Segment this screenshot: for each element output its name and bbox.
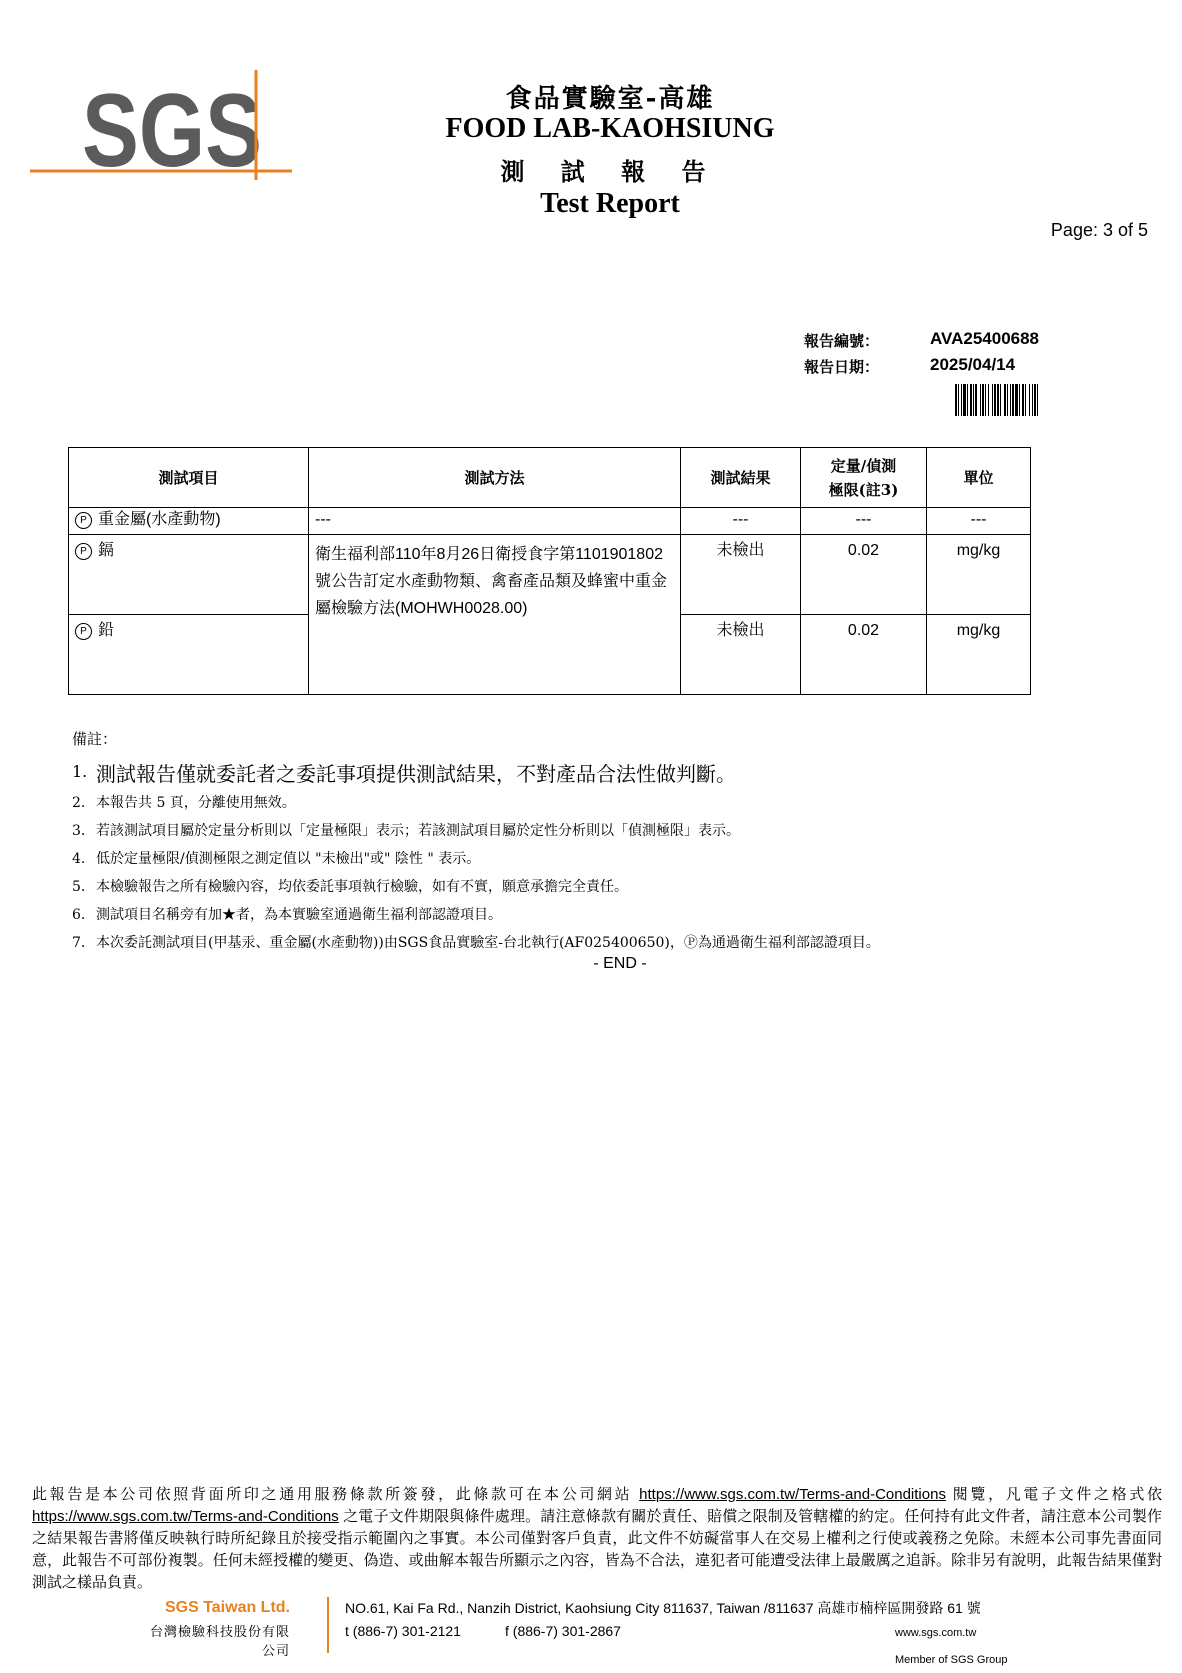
footer-company xyxy=(150,1599,290,1659)
header-test-item: 測試項目 xyxy=(69,448,309,508)
disclaimer: 此報告是本公司依照背面所印之通用服務條款所簽發，此條款可在本公司網站 https://www.sgs.com.tw/Terms-and-Conditions 閱覽，凡電子文件之格式依 https://www.sgs.com.tw/Terms-and-Conditions 之電子文件期限與條件處理。請注意條款有關於責任、賠償之限制及管轄權的約定。任何持有此文件者，請注意本公司製作之結果報告書將僅反映執行時所紀錄且於接受指示範圍內之事實。本公司僅對客戶負責，此文件不妨礙當事人在交易上權利之行使或義務之免除。未經本公司事先書面同意，此報告不可部份複製。任何未經授權的變更、偽造、或曲解本報告所顯示之內容，皆為不合法，違犯者可能遭受法律上最嚴厲之追訴。除非另有說明，此報告結果僅對測試之樣品負責。 xyxy=(32,1486,1163,1591)
item-cell xyxy=(69,508,309,535)
table-row xyxy=(69,535,1031,615)
item-name: 鉛 xyxy=(98,622,115,639)
member-of-group: Member of SGS Group xyxy=(895,1654,1008,1666)
item-cell xyxy=(69,535,309,615)
sgs-logo xyxy=(30,70,292,180)
company-name-en: SGS Taiwan Ltd. xyxy=(164,1599,290,1616)
header-test-result: 測試結果 xyxy=(681,448,801,508)
end-marker: - END - xyxy=(593,955,647,972)
report-title-en: Test Report xyxy=(540,188,680,219)
report-date-label: 報告日期： xyxy=(804,358,880,376)
limit-cell: --- xyxy=(801,508,927,535)
company-fax: f (886-7) 301-2867 xyxy=(505,1623,621,1639)
table-header-row xyxy=(69,448,1031,508)
limit-cell: 0.02 xyxy=(801,535,927,615)
remark-item: 1. 測試報告僅就委託者之委託事項提供測試結果，不對產品合法性做判斷。 xyxy=(72,762,736,786)
certified-mark-icon: P xyxy=(75,543,92,560)
lab-name-en: FOOD LAB-KAOHSIUNG xyxy=(445,113,775,144)
remark-item: 6. 測試項目名稱旁有加★者，為本實驗室通過衛生福利部認證項目。 xyxy=(72,907,502,923)
remarks-title: 備註： xyxy=(72,730,118,748)
remark-item: 2. 本報告共 5 頁，分離使用無效。 xyxy=(72,795,296,811)
company-website[interactable]: www.sgs.com.tw xyxy=(895,1627,977,1639)
header-limit: 定量/偵測 極限(註3) xyxy=(801,448,927,508)
report-title-zh: 測 試 報 告 xyxy=(500,157,720,186)
item-name: 鎘 xyxy=(98,542,115,559)
method-cell: 衛生福利部110年8月26日衛授食字第1101901802號公告訂定水產動物類、禽畜產品類及蜂蜜中重金屬檢驗方法(MOHWH0028.00) xyxy=(309,535,681,695)
item-name: 重金屬(水產動物) xyxy=(98,511,221,528)
remark-item: 4. 低於定量極限/偵測極限之測定值以 "未檢出"或" 陰性 " 表示。 xyxy=(72,851,481,867)
unit-cell: mg/kg xyxy=(927,615,1031,695)
page-number: Page: 3 of 5 xyxy=(1050,220,1148,240)
company-phone: t (886-7) 301-2121 xyxy=(345,1623,461,1639)
remark-item: 7. 本次委託測試項目(甲基汞、重金屬(水產動物))由SGS食品實驗室-台北執行(AF025400650)，Ⓟ為通過衛生福利部認證項目。 xyxy=(72,935,880,951)
report-date: 2025/04/14 xyxy=(930,355,1016,374)
logo-text: SGS xyxy=(82,73,262,180)
certified-mark-icon: P xyxy=(75,512,92,529)
certified-mark-icon: P xyxy=(75,623,92,640)
result-cell: 未檢出 xyxy=(681,535,801,615)
footer-divider xyxy=(327,1597,329,1653)
limit-cell: 0.02 xyxy=(801,615,927,695)
header-test-method: 測試方法 xyxy=(309,448,681,508)
result-cell: --- xyxy=(681,508,801,535)
unit-cell: mg/kg xyxy=(927,535,1031,615)
report-number: AVA25400688 xyxy=(930,329,1040,348)
company-address: NO.61, Kai Fa Rd., Nanzih District, Kaohsiung City 811637, Taiwan /811637 高雄市楠梓區開發路 61 號 xyxy=(345,1600,981,1616)
remark-item: 3. 若該測試項目屬於定量分析則以「定量極限」表示；若該測試項目屬於定性分析則以「偵測極限」表示。 xyxy=(72,823,740,839)
item-cell xyxy=(69,615,309,695)
table-row xyxy=(69,508,1031,535)
barcode xyxy=(955,384,1111,416)
company-name-zh: 台灣檢驗科技股份有限公司 xyxy=(150,1625,291,1659)
remark-item: 5. 本檢驗報告之所有檢驗內容，均依委託事項執行檢驗，如有不實，願意承擔完全責任。 xyxy=(72,879,628,895)
lab-name-zh: 食品實驗室-高雄 xyxy=(505,84,715,114)
terms-link[interactable]: https://www.sgs.com.tw/Terms-and-Conditions xyxy=(639,1486,946,1503)
unit-cell: --- xyxy=(927,508,1031,535)
results-table xyxy=(68,447,1031,695)
result-cell: 未檢出 xyxy=(681,615,801,695)
terms-link[interactable]: https://www.sgs.com.tw/Terms-and-Conditions xyxy=(32,1508,339,1525)
header-unit: 單位 xyxy=(927,448,1031,508)
report-number-label: 報告編號： xyxy=(804,332,880,350)
method-cell: --- xyxy=(309,508,681,535)
